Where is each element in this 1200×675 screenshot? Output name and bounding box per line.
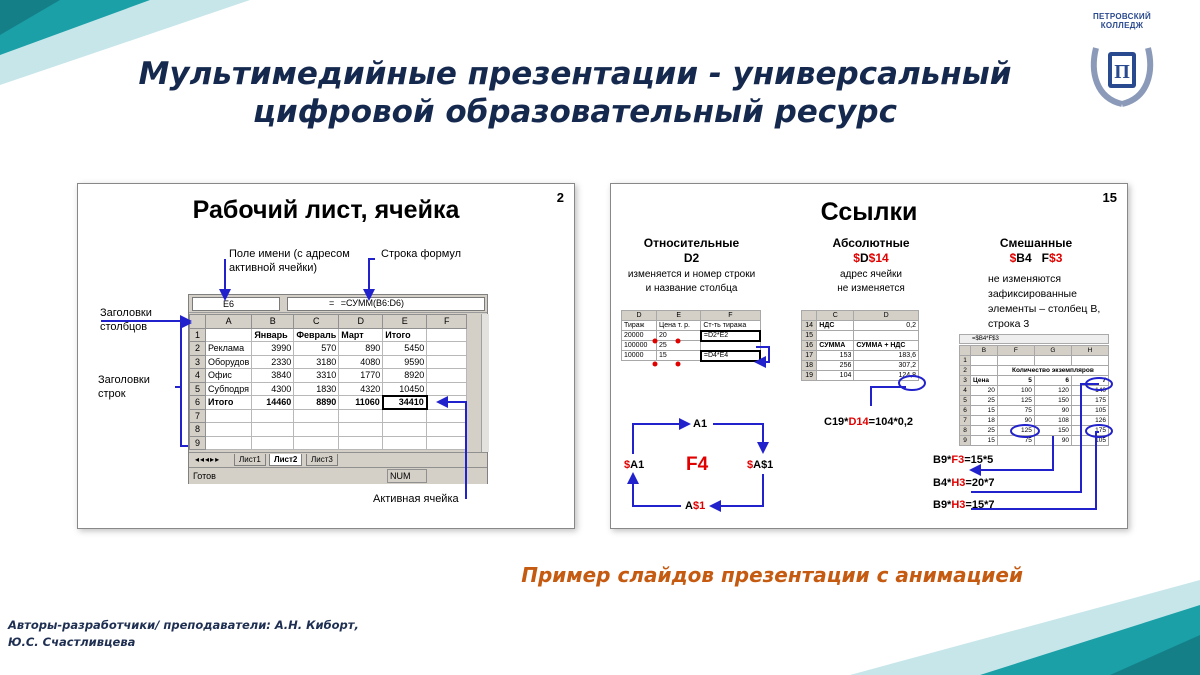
column-header[interactable]	[190, 315, 206, 329]
f4-top: A1	[693, 418, 708, 430]
f4-right: $A$1	[747, 459, 774, 471]
column-header[interactable]: F	[427, 315, 467, 329]
cell[interactable]	[206, 423, 252, 437]
mixed-table: B F G H 1 2 Количество экземпляров 3 Цена 5 6 7 4 20 100 120 140 5 25 125 150 175 6 15 75 90 105 7 18 90 108 126 8 25 125 150 175 9 15 75 90 105	[959, 345, 1109, 446]
bottom-right-decoration	[850, 580, 1200, 675]
annotation-name-box: Поле имени (с адресом активной ячейки)	[229, 248, 350, 274]
row-header[interactable]: 6	[190, 396, 206, 410]
cell[interactable]: 3180	[294, 355, 339, 369]
cell[interactable]	[427, 382, 467, 396]
cell[interactable]: 1830	[294, 382, 339, 396]
slide-title: Ссылки	[820, 198, 918, 226]
spreadsheet-window	[188, 294, 488, 484]
row-header[interactable]: 7	[190, 409, 206, 423]
formula-bar	[189, 295, 487, 313]
mixed-result-1: B9*F3=15*5	[933, 454, 994, 466]
f4-key: F4	[686, 454, 709, 475]
cell[interactable]: 14460	[252, 396, 294, 410]
column-header[interactable]: C	[294, 315, 339, 329]
college-logo: ПЕТРОВСКИЙ КОЛЛЕДЖ П	[1082, 12, 1162, 130]
cell[interactable]	[206, 436, 252, 450]
cell[interactable]: 3840	[252, 369, 294, 383]
mixed-description: не изменяются зафиксированные элементы – столбец В, строка 3	[988, 273, 1101, 330]
cell[interactable]: 2330	[252, 355, 294, 369]
cell[interactable]	[339, 436, 383, 450]
slide-number: 2	[556, 190, 564, 205]
annotation-formula-bar: Строка формул	[381, 248, 462, 260]
cell[interactable]: Итого	[206, 396, 252, 410]
cell[interactable]	[427, 396, 467, 410]
relative-table: D E F Тираж Цена т. р. Ст-ть тиража 20000 20 =D2*E2 100000 25 10000 15 =D4*E4	[621, 310, 761, 362]
row-header[interactable]: 3	[190, 355, 206, 369]
slide-thumbnail-worksheet	[77, 183, 575, 529]
slide-thumbnail-references	[610, 183, 1128, 529]
cell[interactable]: 9590	[383, 355, 427, 369]
cell[interactable]: Февраль	[294, 328, 339, 342]
slide-title: Рабочий лист, ячейка	[192, 196, 460, 224]
mixed-heading: Смешанные $B4 F$3	[999, 236, 1073, 265]
tab-sheet1[interactable]: Лист1	[234, 454, 266, 466]
cell[interactable]: Оборудов	[206, 355, 252, 369]
column-header[interactable]: E	[383, 315, 427, 329]
cell[interactable]	[206, 328, 252, 342]
formula-text: =СУММ(B6:D6)	[340, 298, 404, 308]
cell[interactable]	[252, 423, 294, 437]
vertical-scrollbar[interactable]	[481, 314, 489, 452]
cell[interactable]	[339, 423, 383, 437]
slide-number: 15	[1102, 190, 1117, 205]
column-header[interactable]: A	[206, 315, 252, 329]
cell[interactable]	[427, 423, 467, 437]
mixed-result-2: B4*H3=20*7	[933, 477, 995, 489]
cell[interactable]: 10450	[383, 382, 427, 396]
cell[interactable]: Реклама	[206, 342, 252, 356]
cell[interactable]	[252, 409, 294, 423]
cell[interactable]: Субподря	[206, 382, 252, 396]
relative-heading: Относительные D2 изменяется и номер строки и название столбца	[627, 236, 756, 294]
cell[interactable]	[383, 436, 427, 450]
cell[interactable]: 4320	[339, 382, 383, 396]
active-cell[interactable]: 34410	[383, 396, 427, 410]
tab-nav-arrows-icon[interactable]: ◂◂◂▸▸	[191, 454, 224, 466]
cell[interactable]	[383, 409, 427, 423]
cell[interactable]	[427, 369, 467, 383]
column-header[interactable]: D	[339, 315, 383, 329]
mixed-result-3: B9*H3=15*7	[933, 499, 995, 511]
cell[interactable]	[339, 409, 383, 423]
cell[interactable]	[427, 342, 467, 356]
name-box[interactable]: E6	[192, 297, 280, 311]
status-bar	[189, 467, 487, 484]
cell[interactable]	[427, 409, 467, 423]
status-num: NUM	[387, 469, 427, 483]
mixed-formula-bar: =$B4*F$3	[959, 334, 1109, 344]
absolute-table: C D 14 НДС 0,2 15 16 СУММА СУММА + НДС 17 153 183,6 18 256 307,2 19 104 124,8	[801, 310, 919, 381]
cell[interactable]	[294, 436, 339, 450]
status-ready: Готов	[193, 471, 216, 481]
laurel-emblem-icon	[1084, 32, 1160, 112]
column-header[interactable]: B	[252, 315, 294, 329]
absolute-heading: Абсолютные $D$14 адрес ячейки не изменяется	[832, 236, 910, 294]
cell[interactable]: 11060	[339, 396, 383, 410]
cell[interactable]	[252, 436, 294, 450]
cell[interactable]	[206, 409, 252, 423]
row-header[interactable]: 5	[190, 382, 206, 396]
annotation-active-cell: Активная ячейка	[373, 493, 459, 505]
sheet-tabs	[189, 452, 487, 466]
f4-bottom: A$1	[685, 500, 706, 512]
cell[interactable]: 5450	[383, 342, 427, 356]
row-header[interactable]: 2	[190, 342, 206, 356]
tab-sheet3[interactable]: Лист3	[306, 454, 338, 466]
cell[interactable]: Март	[339, 328, 383, 342]
cell[interactable]: 8920	[383, 369, 427, 383]
fx-label: =	[329, 298, 335, 308]
cell[interactable]: 570	[294, 342, 339, 356]
cell[interactable]: 890	[339, 342, 383, 356]
spreadsheet-grid	[189, 314, 467, 450]
cell[interactable]	[294, 423, 339, 437]
cell[interactable]: 3990	[252, 342, 294, 356]
row-header[interactable]: 8	[190, 423, 206, 437]
annotation-row-headers: Заголовки строк	[98, 374, 150, 400]
svg-text:П: П	[1114, 61, 1130, 83]
cell[interactable]	[427, 355, 467, 369]
cell[interactable]	[427, 436, 467, 450]
f4-left: $A1	[624, 459, 645, 471]
cell[interactable]: 4080	[339, 355, 383, 369]
row-header[interactable]: 9	[190, 436, 206, 450]
row-header[interactable]: 1	[190, 328, 206, 342]
absolute-formula: C19*D14=104*0,2	[824, 416, 914, 428]
cell[interactable]: 4300	[252, 382, 294, 396]
page-title: Мультимедийные презентации - универсальный цифровой образовательный ресурс	[138, 56, 1012, 130]
cell[interactable]: Итого	[383, 328, 427, 342]
cell[interactable]: Январь	[252, 328, 294, 342]
row-header[interactable]: 4	[190, 369, 206, 383]
annotation-column-headers: Заголовки столбцов	[100, 307, 152, 333]
cell[interactable]: 1770	[339, 369, 383, 383]
tab-sheet2[interactable]: Лист2	[269, 454, 302, 466]
cell[interactable]	[294, 409, 339, 423]
cell[interactable]: 8890	[294, 396, 339, 410]
cell[interactable]	[427, 328, 467, 342]
cell[interactable]	[383, 423, 427, 437]
cell[interactable]: 3310	[294, 369, 339, 383]
authors: Авторы-разработчики/ преподаватели: А.Н. Киборт, Ю.С. Счастливцева	[8, 618, 359, 649]
cell[interactable]: Офис	[206, 369, 252, 383]
subtitle: Пример слайдов презентации с анимацией	[521, 563, 1023, 587]
